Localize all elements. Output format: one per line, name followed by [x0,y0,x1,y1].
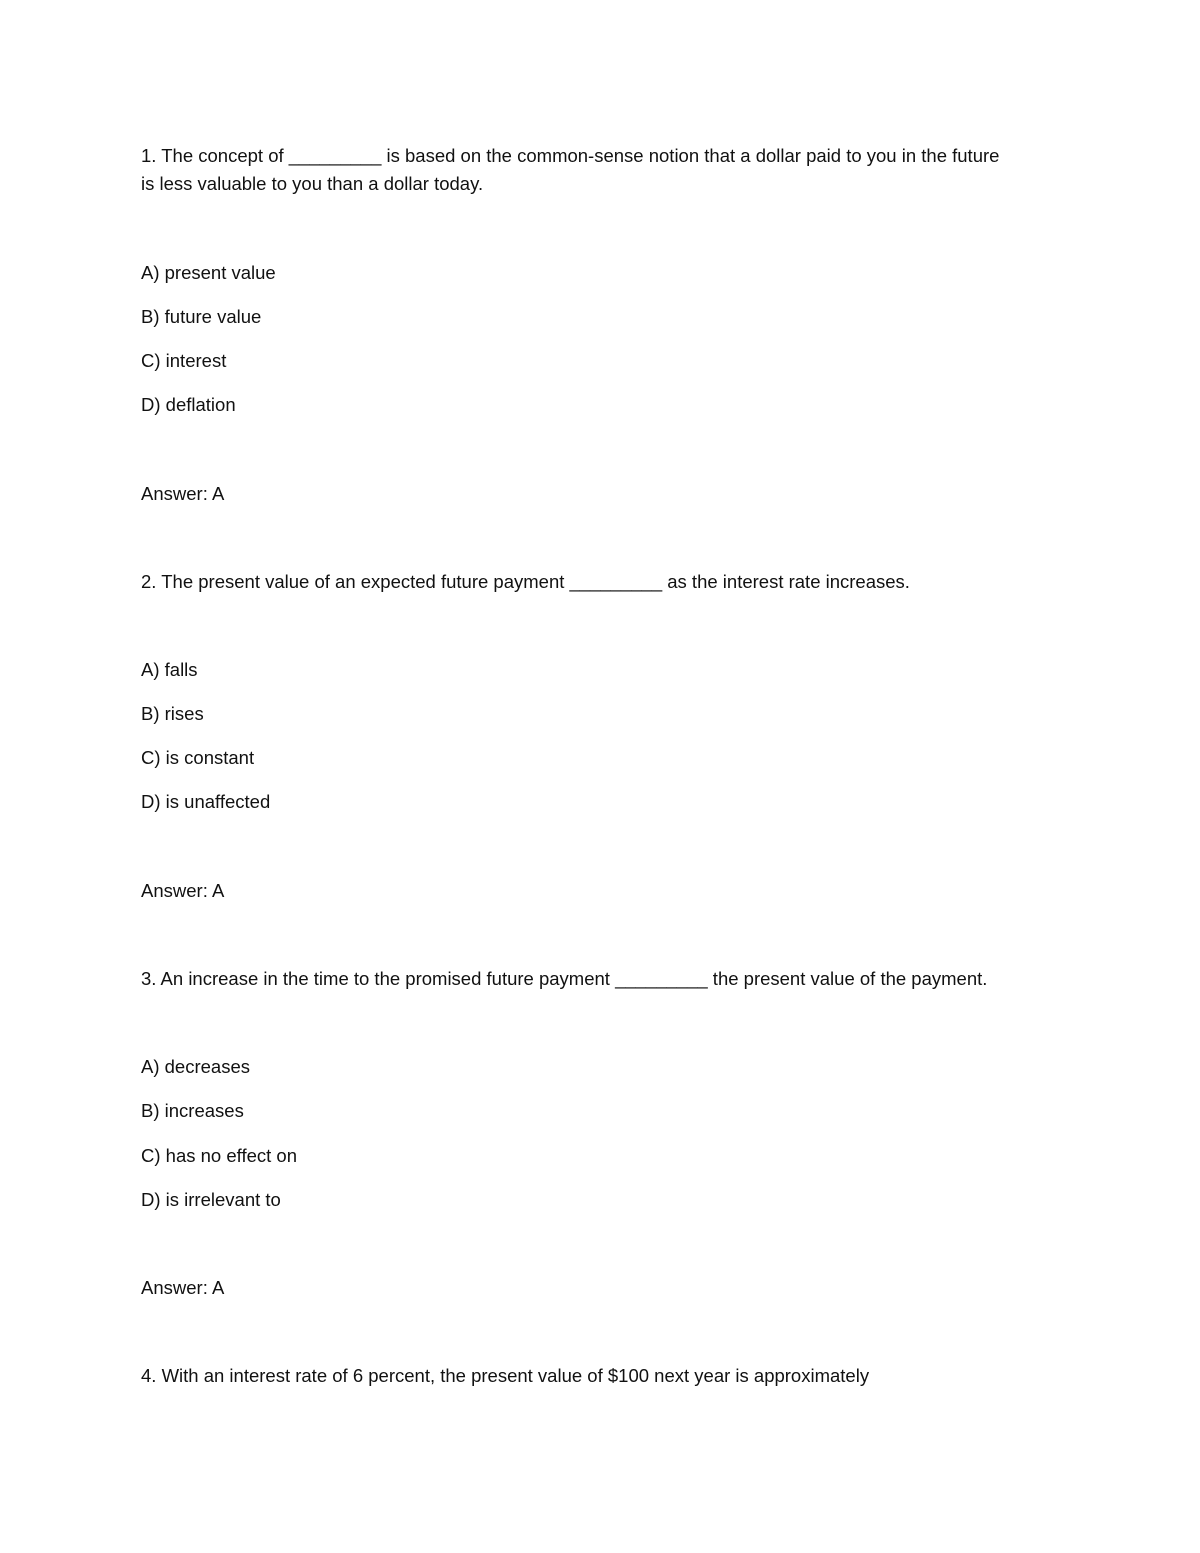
question-3-option-d: D) is irrelevant to [141,1189,281,1210]
question-1-option-d: D) deflation [141,394,236,415]
question-3-stem-line-1: 3. An increase in the time to the promised future payment _________ the present value of the payment. [141,968,988,989]
question-1-option-b: B) future value [141,306,262,327]
question-1-option-a: A) present value [141,262,276,283]
question-2-answer: Answer: A [141,880,225,901]
question-2-option-a: A) falls [141,659,198,680]
question-1-stem-line-1: 1. The concept of _________ is based on the common-sense notion that a dollar paid to you in the future [141,145,1000,166]
question-4-stem-line-1: 4. With an interest rate of 6 percent, the present value of $100 next year is approximately [141,1365,870,1386]
question-1-stem-line-2: is less valuable to you than a dollar today. [141,173,484,194]
question-3-option-b: B) increases [141,1100,244,1121]
question-1-answer: Answer: A [141,483,225,504]
question-2-option-b: B) rises [141,703,204,724]
question-3-option-c: C) has no effect on [141,1145,297,1166]
question-2-option-c: C) is constant [141,747,255,768]
question-2-stem-line-1: 2. The present value of an expected future payment _________ as the interest rate increases. [141,571,910,592]
question-3-option-a: A) decreases [141,1056,250,1077]
question-1-option-c: C) interest [141,350,227,371]
question-3-answer: Answer: A [141,1277,225,1298]
question-2-option-d: D) is unaffected [141,791,271,812]
